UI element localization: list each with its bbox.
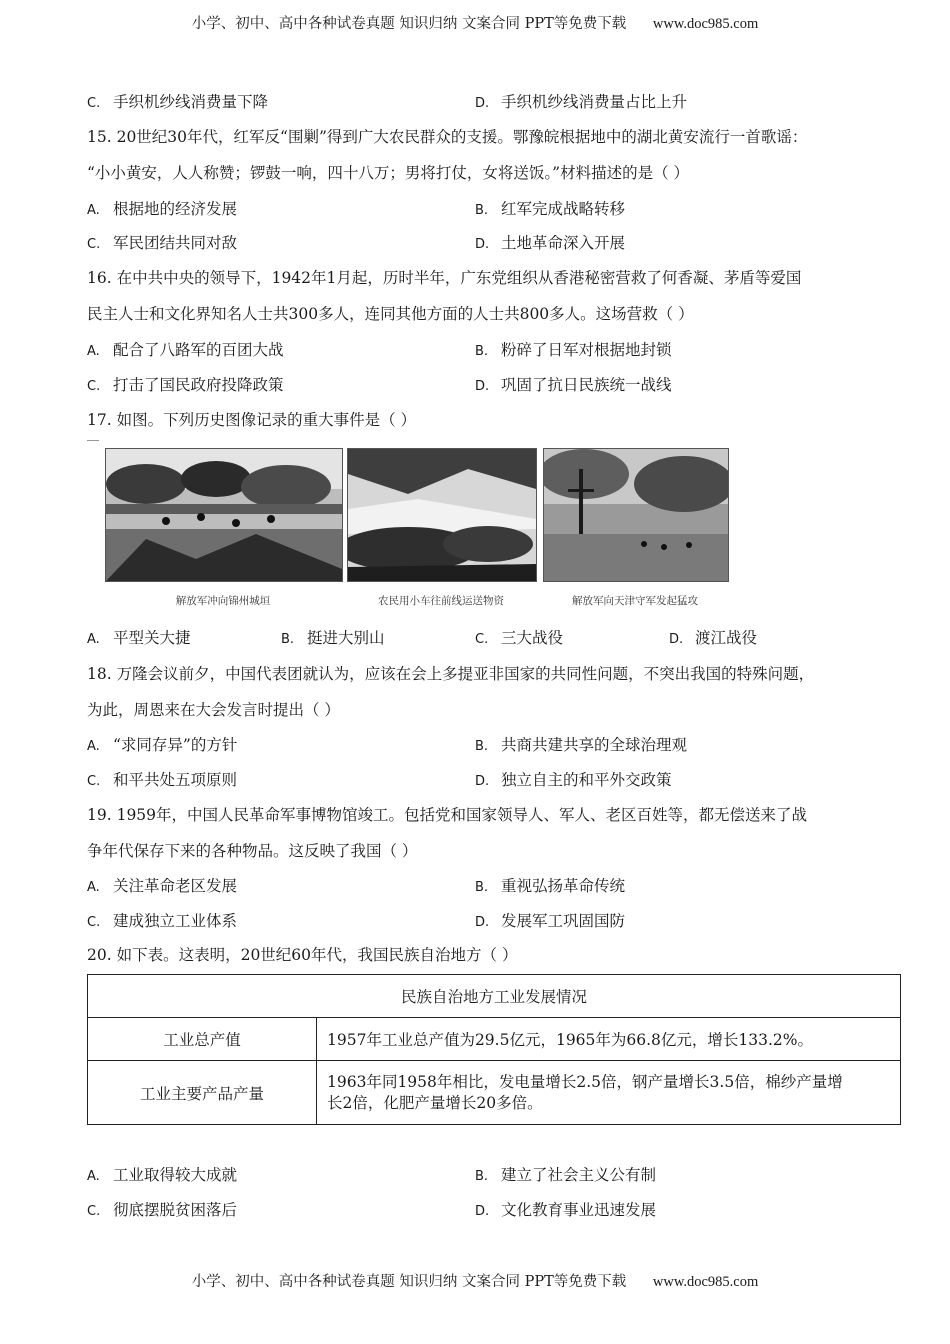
page-footer: [0, 1270, 950, 1291]
q18-stem-line2: 为此，周恩来在大会发言时提出（ ）: [87, 701, 340, 719]
q15-option-b: B. 红军完成战略转移: [475, 200, 626, 218]
q18-option-d: D. 独立自主的和平外交政策: [475, 771, 672, 789]
q20-option-c: C. 彻底摆脱贫困落后: [87, 1201, 238, 1219]
row-content-line2: 长2倍，化肥产量增长20多倍。: [327, 1093, 543, 1112]
q16-option-d: D. 巩固了抗日民族统一战线: [475, 376, 672, 394]
footer-site-link[interactable]: www.doc985.com: [652, 1274, 759, 1290]
q16-stem-line2: 民主人士和文化界知名人士共300多人，连同其他方面的人士共800多人。这场营救（ ）: [87, 305, 694, 323]
row-content: [317, 1061, 901, 1125]
q17-option-b: B. 挺进大别山: [281, 629, 385, 647]
q15-stem-line2: “小小黄安，人人称赞；锣鼓一响，四十八万；男将打仗，女将送饭。”材料描述的是（ ）: [87, 164, 690, 182]
q20-option-d: D. 文化教育事业迅速发展: [475, 1201, 657, 1219]
photo-tianjin-assault: [543, 448, 729, 582]
table-title: 民族自治地方工业发展情况: [88, 975, 901, 1018]
q20-stem: 20. 如下表。这表明，20世纪60年代，我国民族自治地方（ ）: [87, 946, 518, 964]
divider-dash: [87, 440, 99, 441]
row-content: 1957年工业总产值为29.5亿元，1965年为66.8亿元，增长133.2%。: [317, 1018, 901, 1061]
page-header: [0, 12, 950, 33]
photo-caption-3: 解放军向天津守军发起猛攻: [572, 595, 698, 607]
q17-option-d: D. 渡江战役: [669, 629, 758, 647]
q20-option-b: B. 建立了社会主义公有制: [475, 1166, 657, 1184]
table-row: [88, 1061, 901, 1125]
q19-stem-line2: 争年代保存下来的各种物品。这反映了我国（ ）: [87, 842, 418, 860]
q19-option-d: D. 发展军工巩固国防: [475, 912, 626, 930]
q16-option-b: B. 粉碎了日军对根据地封锁: [475, 341, 672, 359]
q19-option-b: B. 重视弘扬革命传统: [475, 877, 626, 895]
footer-text: 小学、初中、高中各种试卷真题 知识归纳 文案合同 PPT等免费下载: [191, 1274, 627, 1290]
q19-stem-line1: 19. 1959年，中国人民革命军事博物馆竣工。包括党和国家领导人、军人、老区百姓等，都无偿送来了战: [87, 806, 808, 824]
q18-option-a: A. “求同存异”的方针: [87, 736, 238, 754]
row-content-line1: 1963年同1958年相比，发电量增长2.5倍，钢产量增长3.5倍，棉纱产量增: [327, 1072, 843, 1091]
q15-option-c: C. 军民团结共同对敌: [87, 234, 238, 252]
q17-option-a: A. 平型关大捷: [87, 629, 191, 647]
photo-caption-2: 农民用小车往前线运送物资: [378, 595, 504, 607]
q15-stem-line1: 15. 20世纪30年代，红军反“围剿”得到广大农民群众的支援。鄂豫皖根据地中的湖北黄安流行一首歌谣：: [87, 128, 808, 146]
header-text: 小学、初中、高中各种试卷真题 知识归纳 文案合同 PPT等免费下载: [191, 16, 627, 32]
q14-option-c: C. 手织机纱线消费量下降: [87, 93, 269, 111]
table-row: [88, 1018, 901, 1061]
q16-option-a: A. 配合了八路军的百团大战: [87, 341, 284, 359]
photo-jinzhou: [105, 448, 343, 582]
q14-option-d: D. 手织机纱线消费量占比上升: [475, 93, 688, 111]
q18-option-b: B. 共商共建共享的全球治理观: [475, 736, 688, 754]
row-label: 工业总产值: [88, 1018, 317, 1061]
q20-option-a: A. 工业取得较大成就: [87, 1166, 238, 1184]
industry-table: [87, 974, 901, 1125]
q16-option-c: C. 打击了国民政府投降政策: [87, 376, 284, 394]
q17-photo-strip: [105, 448, 730, 610]
photo-supply-carts: [347, 448, 537, 582]
q15-option-d: D. 土地革命深入开展: [475, 234, 626, 252]
q18-stem-line1: 18. 万隆会议前夕，中国代表团就认为，应该在会上多提亚非国家的共同性问题，不突出我国的特殊问题，: [87, 665, 815, 683]
q16-stem-line1: 16. 在中共中央的领导下，1942年1月起，历时半年，广东党组织从香港秘密营救了何香凝、茅盾等爱国: [87, 269, 802, 287]
q19-option-c: C. 建成独立工业体系: [87, 912, 238, 930]
row-label: 工业主要产品产量: [88, 1061, 317, 1125]
q17-stem: 17. 如图。下列历史图像记录的重大事件是（ ）: [87, 411, 417, 429]
q17-option-c: C. 三大战役: [475, 629, 564, 647]
q15-option-a: A. 根据地的经济发展: [87, 200, 238, 218]
q18-option-c: C. 和平共处五项原则: [87, 771, 238, 789]
photo-caption-1: 解放军冲向锦州城垣: [175, 595, 271, 607]
header-site-link[interactable]: www.doc985.com: [652, 16, 759, 32]
q19-option-a: A. 关注革命老区发展: [87, 877, 238, 895]
